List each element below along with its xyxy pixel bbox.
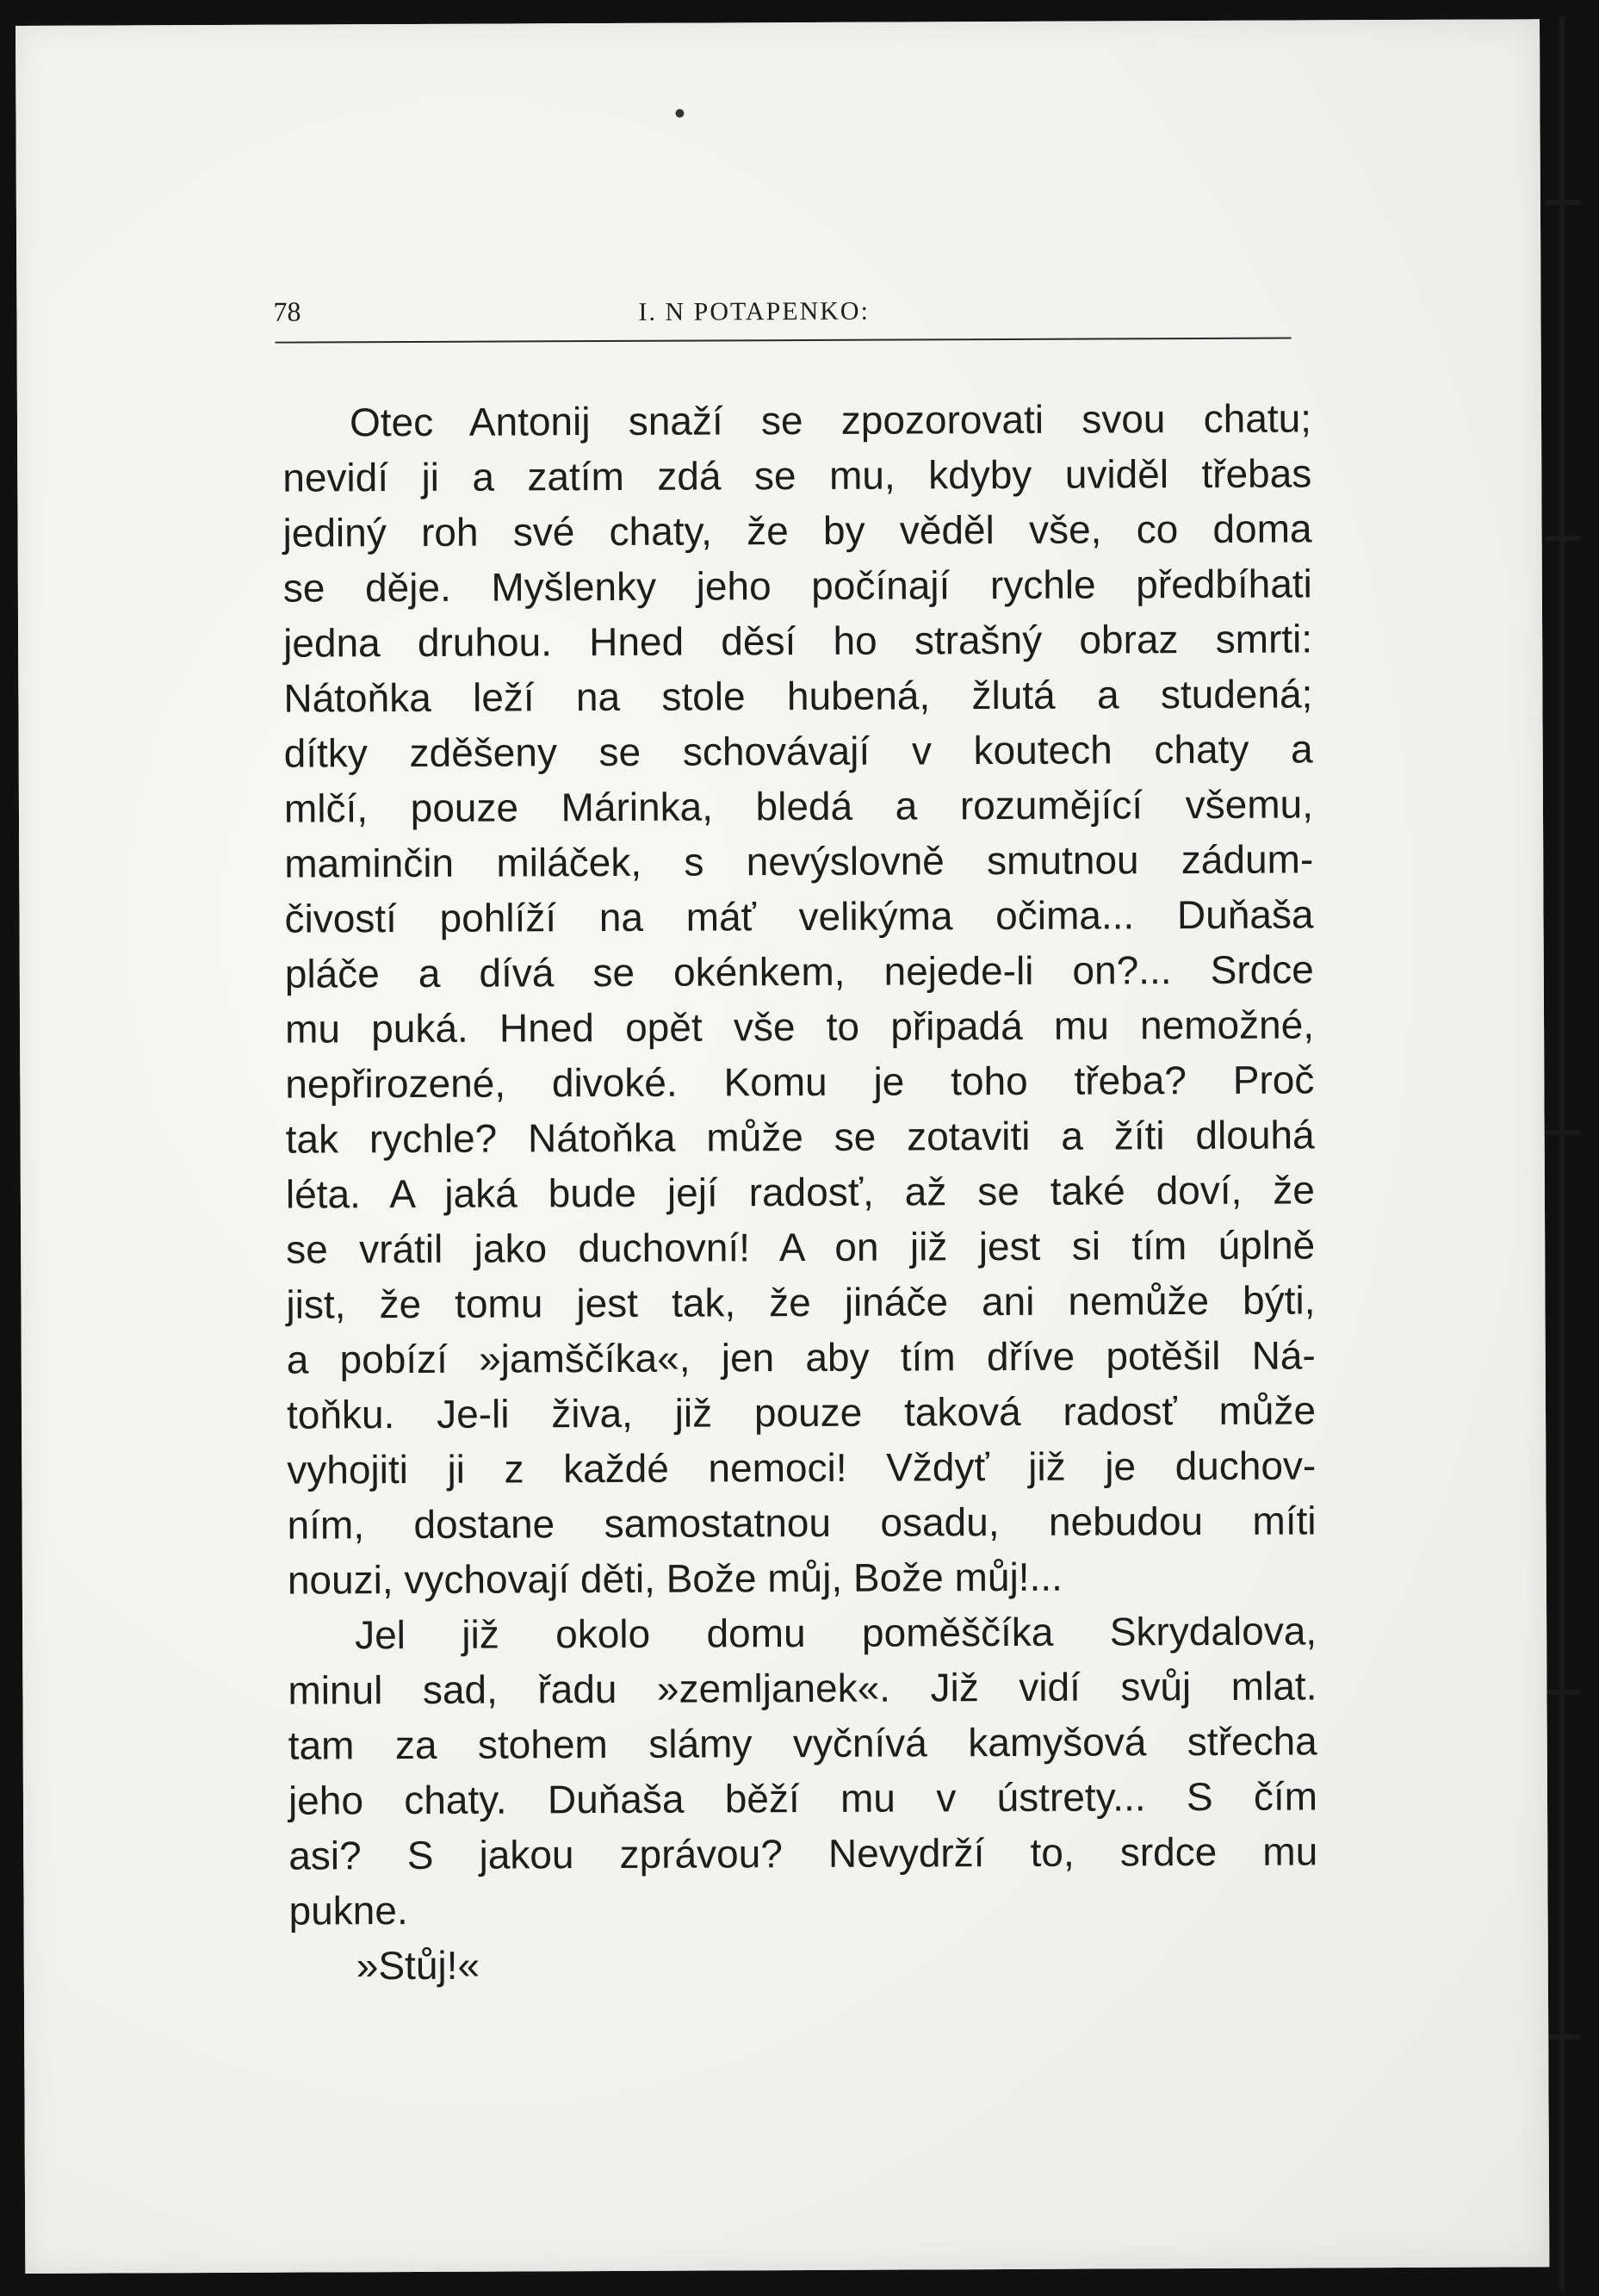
text-line: jist, že tomu jest tak, že jináče ani nemůže býti, (286, 1277, 1316, 1327)
text-line: tam za stohem slámy vyčnívá kamyšová střecha (288, 1718, 1317, 1768)
running-title: I. N POTAPENKO: (638, 296, 870, 326)
text-line: ním, dostane samostatnou osadu, nebudou míti (287, 1498, 1317, 1548)
binding-mark (1546, 1130, 1580, 1135)
text-line: toňku. Je-li živa, již pouze taková radosť může (286, 1387, 1317, 1437)
text-line: vyhojiti ji z každé nemoci! Vždyť již je duchov- (287, 1443, 1317, 1492)
text-line: mu puká. Hned opět vše to připadá mu nemožné, (284, 1002, 1315, 1052)
text-line: jeho chaty. Duňaša běží mu v ústrety... S čím (288, 1773, 1318, 1823)
text-line: dítky zděšeny se schovávají v koutech chaty a (283, 726, 1313, 776)
page-number: 78 (273, 295, 301, 327)
text-line: »Stůj!« (356, 1942, 480, 1989)
text-line: mlčí, pouze Márinka, bledá a rozumějící všemu, (283, 781, 1314, 831)
text-line: nepřirozené, divoké. Komu je toho třeba? Proč (285, 1057, 1315, 1107)
text-line: a pobízí »jamščíka«, jen aby tím dříve potěšil Ná- (286, 1332, 1316, 1382)
paragraph (282, 390, 1317, 1607)
binding-mark (1546, 2034, 1580, 2039)
text-line: nouzi, vychovají děti, Bože můj, Bože můj!... (287, 1554, 1063, 1603)
text-line: asi? S jakou zprávou? Nevydrží to, srdce mu (288, 1828, 1318, 1878)
text-line: minul sad, řadu »zemljanek«. Již vidí svůj mlat. (288, 1663, 1317, 1713)
body-text (282, 390, 1318, 1993)
text-line: Jel již okolo domu poměščíka Skrydalova, (355, 1608, 1317, 1658)
text-line: pláče a dívá se okénkem, nejede-li on?... Srdce (284, 946, 1314, 996)
text-line: se vrátil jako duchovní! A on již jest si tím úplně (286, 1222, 1316, 1272)
text-line: se děje. Myšlenky jeho počínají rychle předbíhati (282, 561, 1312, 611)
page-header (257, 292, 1291, 339)
text-line: nevidí ji a zatím zdá se mu, kdyby uviděl třebas (282, 450, 1312, 500)
page-binding-edge (1559, 17, 1565, 2291)
binding-mark (1546, 536, 1580, 541)
text-line: jediný roh své chaty, že by věděl vše, co doma (282, 506, 1312, 555)
binding-mark (1546, 1690, 1580, 1695)
text-line: tak rychle? Nátoňka může se zotaviti a žíti dlouhá (285, 1112, 1315, 1162)
text-line: čivostí pohlíží na máť velikýma očima... Duňaša (284, 891, 1314, 941)
printer-dot (675, 109, 684, 118)
text-line: léta. A jaká bude její radosť, až se také doví, že (285, 1167, 1316, 1217)
binding-mark (1546, 200, 1580, 205)
text-line: pukne. (288, 1888, 408, 1933)
text-line: maminčin miláček, s nevýslovně smutnou zádum- (284, 836, 1314, 886)
text-line: Otec Antonij snaží se zpozorovati svou chatu; (349, 395, 1312, 445)
paragraph (288, 1603, 1318, 1938)
text-line: Nátoňka leží na stole hubená, žlutá a studená; (283, 671, 1313, 721)
book-page (15, 19, 1549, 2274)
paragraph (289, 1933, 1318, 1993)
text-line: jedna druhou. Hned děsí ho strašný obraz smrti: (283, 616, 1313, 666)
